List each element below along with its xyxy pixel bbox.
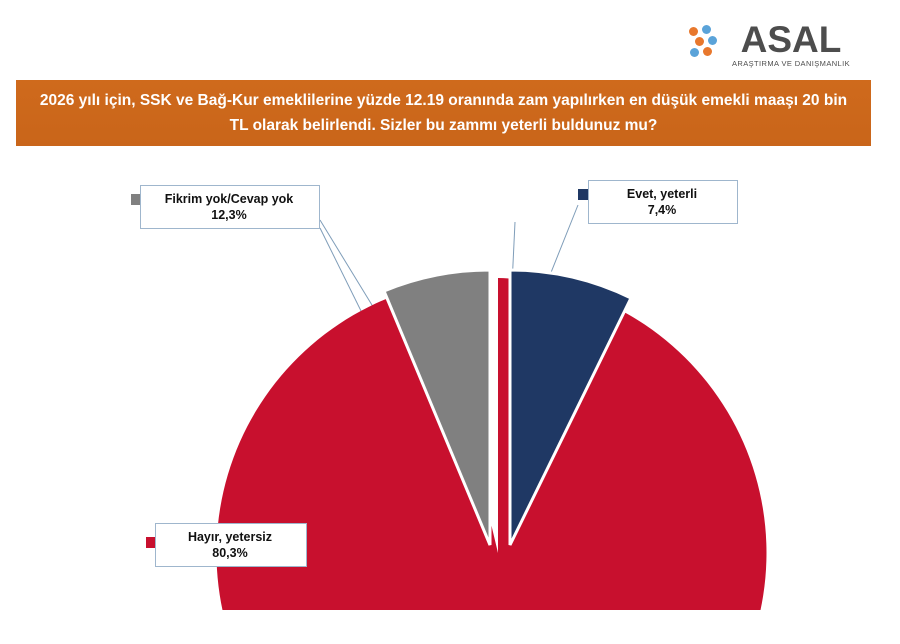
bottom-strip — [0, 616, 900, 644]
callout-fikrim-value: 12,3% — [211, 208, 247, 222]
callout-hayir-name: Hayır, yetersiz — [187, 530, 273, 544]
question-banner — [16, 80, 871, 146]
logo-wordmark: ASAL — [740, 19, 842, 60]
asal-logo — [689, 19, 850, 68]
callout-hayir — [155, 523, 307, 567]
pie-chart — [10, 160, 890, 610]
callout-evet — [588, 180, 738, 224]
callout-evet-value: 7,4% — [647, 203, 677, 217]
question-text: 2026 yılı için, SSK ve Bağ-Kur emeklilerine yüzde 12.19 oranında zam yapılırken en düşük emekli maaşı 20 bin TL olarak belirlendi. Sizler bu zammı yeterli buldunuz mu? — [39, 92, 848, 134]
callout-fikrim — [140, 185, 320, 229]
callout-fikrim-name: Fikrim yok/Cevap yok — [164, 192, 294, 206]
logo-dots-icon — [689, 25, 729, 59]
callout-evet-name: Evet, yeterli — [626, 187, 698, 201]
logo-tagline: ARAŞTIRMA VE DANIŞMANLIK — [732, 59, 850, 68]
callout-hayir-value: 80,3% — [212, 546, 248, 560]
